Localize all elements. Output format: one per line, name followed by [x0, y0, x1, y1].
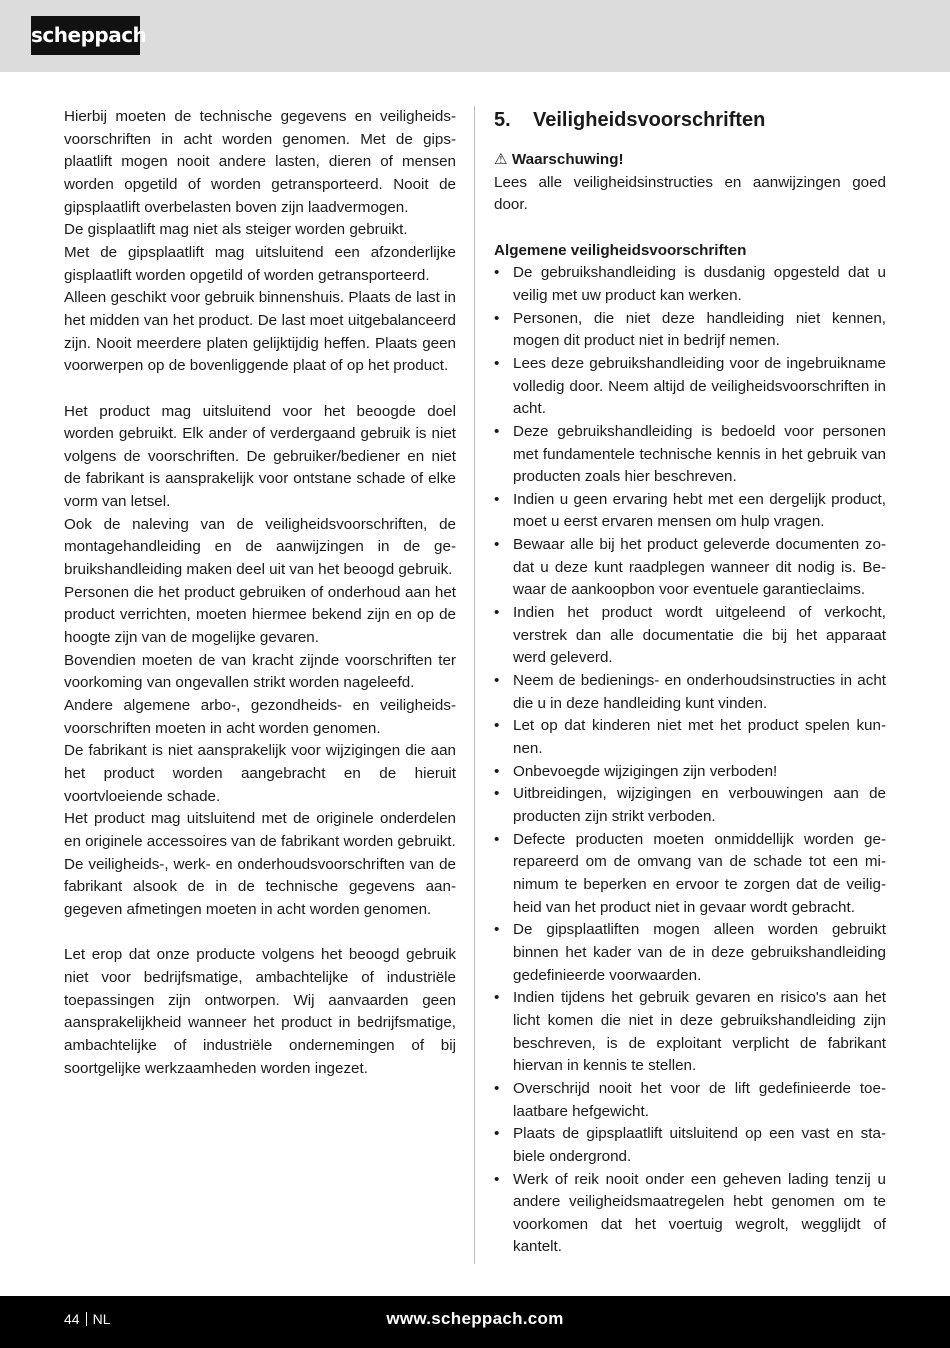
- paragraph: Personen die het product gebruiken of onderhoud aan het product verrichten, moeten hiermee bekend zijn en op de hoogte zijn van de mogelijke gevaren.: [64, 583, 456, 647]
- right-column: [494, 106, 886, 1259]
- header-bar: [0, 0, 950, 72]
- paragraph: Let erop dat onze producte volgens het beoogd gebruik niet voor bedrijfsmatige, ambachtelijke of industriële toepassingen zijn ontworpen. Wij aanvaarden geen aansprakelijkheid wanneer het product in bedrijfsmatige, ambachtelijke of industriële ondernemingen of bij soortgelijke werkzaamheden worden ingezet.: [64, 946, 456, 1077]
- spacer: [64, 378, 456, 401]
- list-item: • Overschrijd nooit het voor de lift gedefinieerde toelaatbare hefgewicht.: [494, 1078, 886, 1123]
- language-code: NL: [92, 1311, 111, 1327]
- warning-label: Waarschuwing!: [511, 151, 624, 168]
- list-item: • Onbevoegde wijzigingen zijn verboden!: [494, 761, 886, 784]
- paragraph: De fabrikant is niet aansprakelijk voor wijzigingen die aan het product worden aangebracht en de hieruit voortvloeiende schade.: [64, 742, 456, 805]
- paragraph: Het product mag uitsluitend met de originele onderdelen en originele accessoires van de fabrikant worden gebruikt.: [64, 810, 456, 850]
- paragraph: Met de gipsplaatlift mag uitsluitend een afzonderlijke gisplaatlift worden opgetild of worden getransporteerd.: [64, 243, 456, 284]
- page-number: 44: [64, 1311, 80, 1327]
- left-column: [64, 106, 456, 1080]
- list-item: • Plaats de gipsplaatlift uitsluitend op een vast en stabiele ondergrond.: [494, 1123, 886, 1168]
- list-item: • Let op dat kinderen niet met het product spelen kunnen.: [494, 715, 886, 760]
- footer-bar: [0, 1296, 950, 1348]
- brand-logo: scheppach: [31, 16, 140, 55]
- subheading: Algemene veiligheidsvoorschriften: [494, 241, 747, 259]
- section-title: Veiligheidsvoorschriften: [533, 109, 766, 131]
- warning-heading: [494, 149, 886, 172]
- list-item: • Indien u geen ervaring hebt met een dergelijk product, moet u eerst ervaren mensen om hulp vragen.: [494, 489, 886, 534]
- list-item: • Lees deze gebruikshandleiding voor de ingebruikname volledig door. Neem altijd de veiligheidsvoorschriften in acht.: [494, 353, 886, 421]
- list-item: • De gebruikshandleiding is dusdanig opgesteld dat u veilig met uw product kan werken.: [494, 262, 886, 307]
- safety-list: [494, 262, 886, 1259]
- warning-triangle-icon: ⚠: [494, 151, 508, 168]
- paragraph: De veiligheids-, werk- en onderhoudsvoorschriften van de fabrikant alsook de in de technische gegevens aangegeven afmetingen moeten in acht worden genomen.: [64, 855, 456, 918]
- list-item: • Deze gebruikshandleiding is bedoeld voor personen met fundamentele technische kennis in het gebruik van producten zoals hier beschreven.: [494, 421, 886, 489]
- list-item: • De gipsplaatliften mogen alleen worden gebruikt binnen het kader van de in deze gebruikshandleiding gedefinieerde voorwaarden.: [494, 919, 886, 987]
- list-item: • Neem de bedienings- en onderhoudsinstructies in acht die u in deze handleiding kunt vinden.: [494, 670, 886, 715]
- website-link[interactable]: www.scheppach.com: [386, 1309, 564, 1328]
- warning-text: Lees alle veiligheidsinstructies en aanwijzingen goed door.: [494, 173, 886, 214]
- section-number: 5.: [494, 109, 511, 131]
- list-item: • Indien tijdens het gebruik gevaren en risico's aan het licht komen die niet in deze gebruikshandleiding zijn beschreven, is de exploitant verplicht de fabrikant hiervan in kennis te stellen.: [494, 987, 886, 1078]
- spacer: [64, 922, 456, 945]
- paragraph: Ook de naleving van de veiligheidsvoorschriften, de montagehandleiding en de aanwijzingen in de gebruikshandleiding maken deel uit van het beoogd gebruik.: [64, 515, 456, 579]
- paragraph: Het product mag uitsluitend voor het beoogde doel worden gebruikt. Elk ander of verdergaand gebruik is niet volgens de voorschriften. De gebruiker/bediener en niet de fabrikant is aansprakelijk voor ontstane schade of elke vorm van letsel.: [64, 402, 456, 511]
- section-heading: [494, 106, 886, 134]
- paragraph: Bovendien moeten de van kracht zijnde voorschriften ter voorkoming van ongevallen strikt worden nageleefd.: [64, 651, 456, 692]
- list-item: • Bewaar alle bij het product geleverde documenten zodat u deze kunt raadplegen wanneer dit nodig is. Bewaar de aankoopbon voor eventuele garantieclaims.: [494, 534, 886, 602]
- list-item: • Werk of reik nooit onder een geheven lading tenzij u andere veiligheidsmaatregelen hebt genomen om te voorkomen dat het voertuig wegrolt, wegglijdt of kantelt.: [494, 1169, 886, 1260]
- paragraph: Alleen geschikt voor gebruik binnenshuis. Plaats de last in het midden van het product. De last moet uitgebalanceerd zijn. Nooit meerdere platen gelijktijdig heffen. Plaats geen voorwerpen op de bovenliggende plaat of op het product.: [64, 289, 456, 375]
- paragraph: Hierbij moeten de technische gegevens en veiligheidsvoorschriften in acht worden genomen. Met de gipsplaatlift mogen nooit andere lasten, dieren of mensen worden opgetild of worden getransporteerd. Nooit de gipsplaatlift overbelasten boven zijn laadvermogen.: [64, 108, 456, 216]
- list-item: • Indien het product wordt uitgeleend of verkocht, verstrek dan alle documentatie die bij het apparaat werd geleverd.: [494, 602, 886, 670]
- list-item: • Personen, die niet deze handleiding niet kennen, mogen dit product niet in bedrijf nemen.: [494, 308, 886, 353]
- list-item: • Defecte producten moeten onmiddellijk worden gerepareerd om de omvang van de schade tot een minimum te beperken en ervoor te zorgen dat de veiligheid van het product niet in gevaar wordt gebracht.: [494, 829, 886, 920]
- spacer: [494, 217, 886, 240]
- column-divider: [474, 106, 475, 1264]
- paragraph: De gisplaatlift mag niet als steiger worden gebruikt.: [64, 221, 408, 239]
- list-item: • Uitbreidingen, wijzigingen en verbouwingen aan de producten zijn strikt verboden.: [494, 783, 886, 828]
- paragraph: Andere algemene arbo-, gezondheids- en veiligheidsvoorschriften moeten in acht worden genomen.: [64, 697, 456, 737]
